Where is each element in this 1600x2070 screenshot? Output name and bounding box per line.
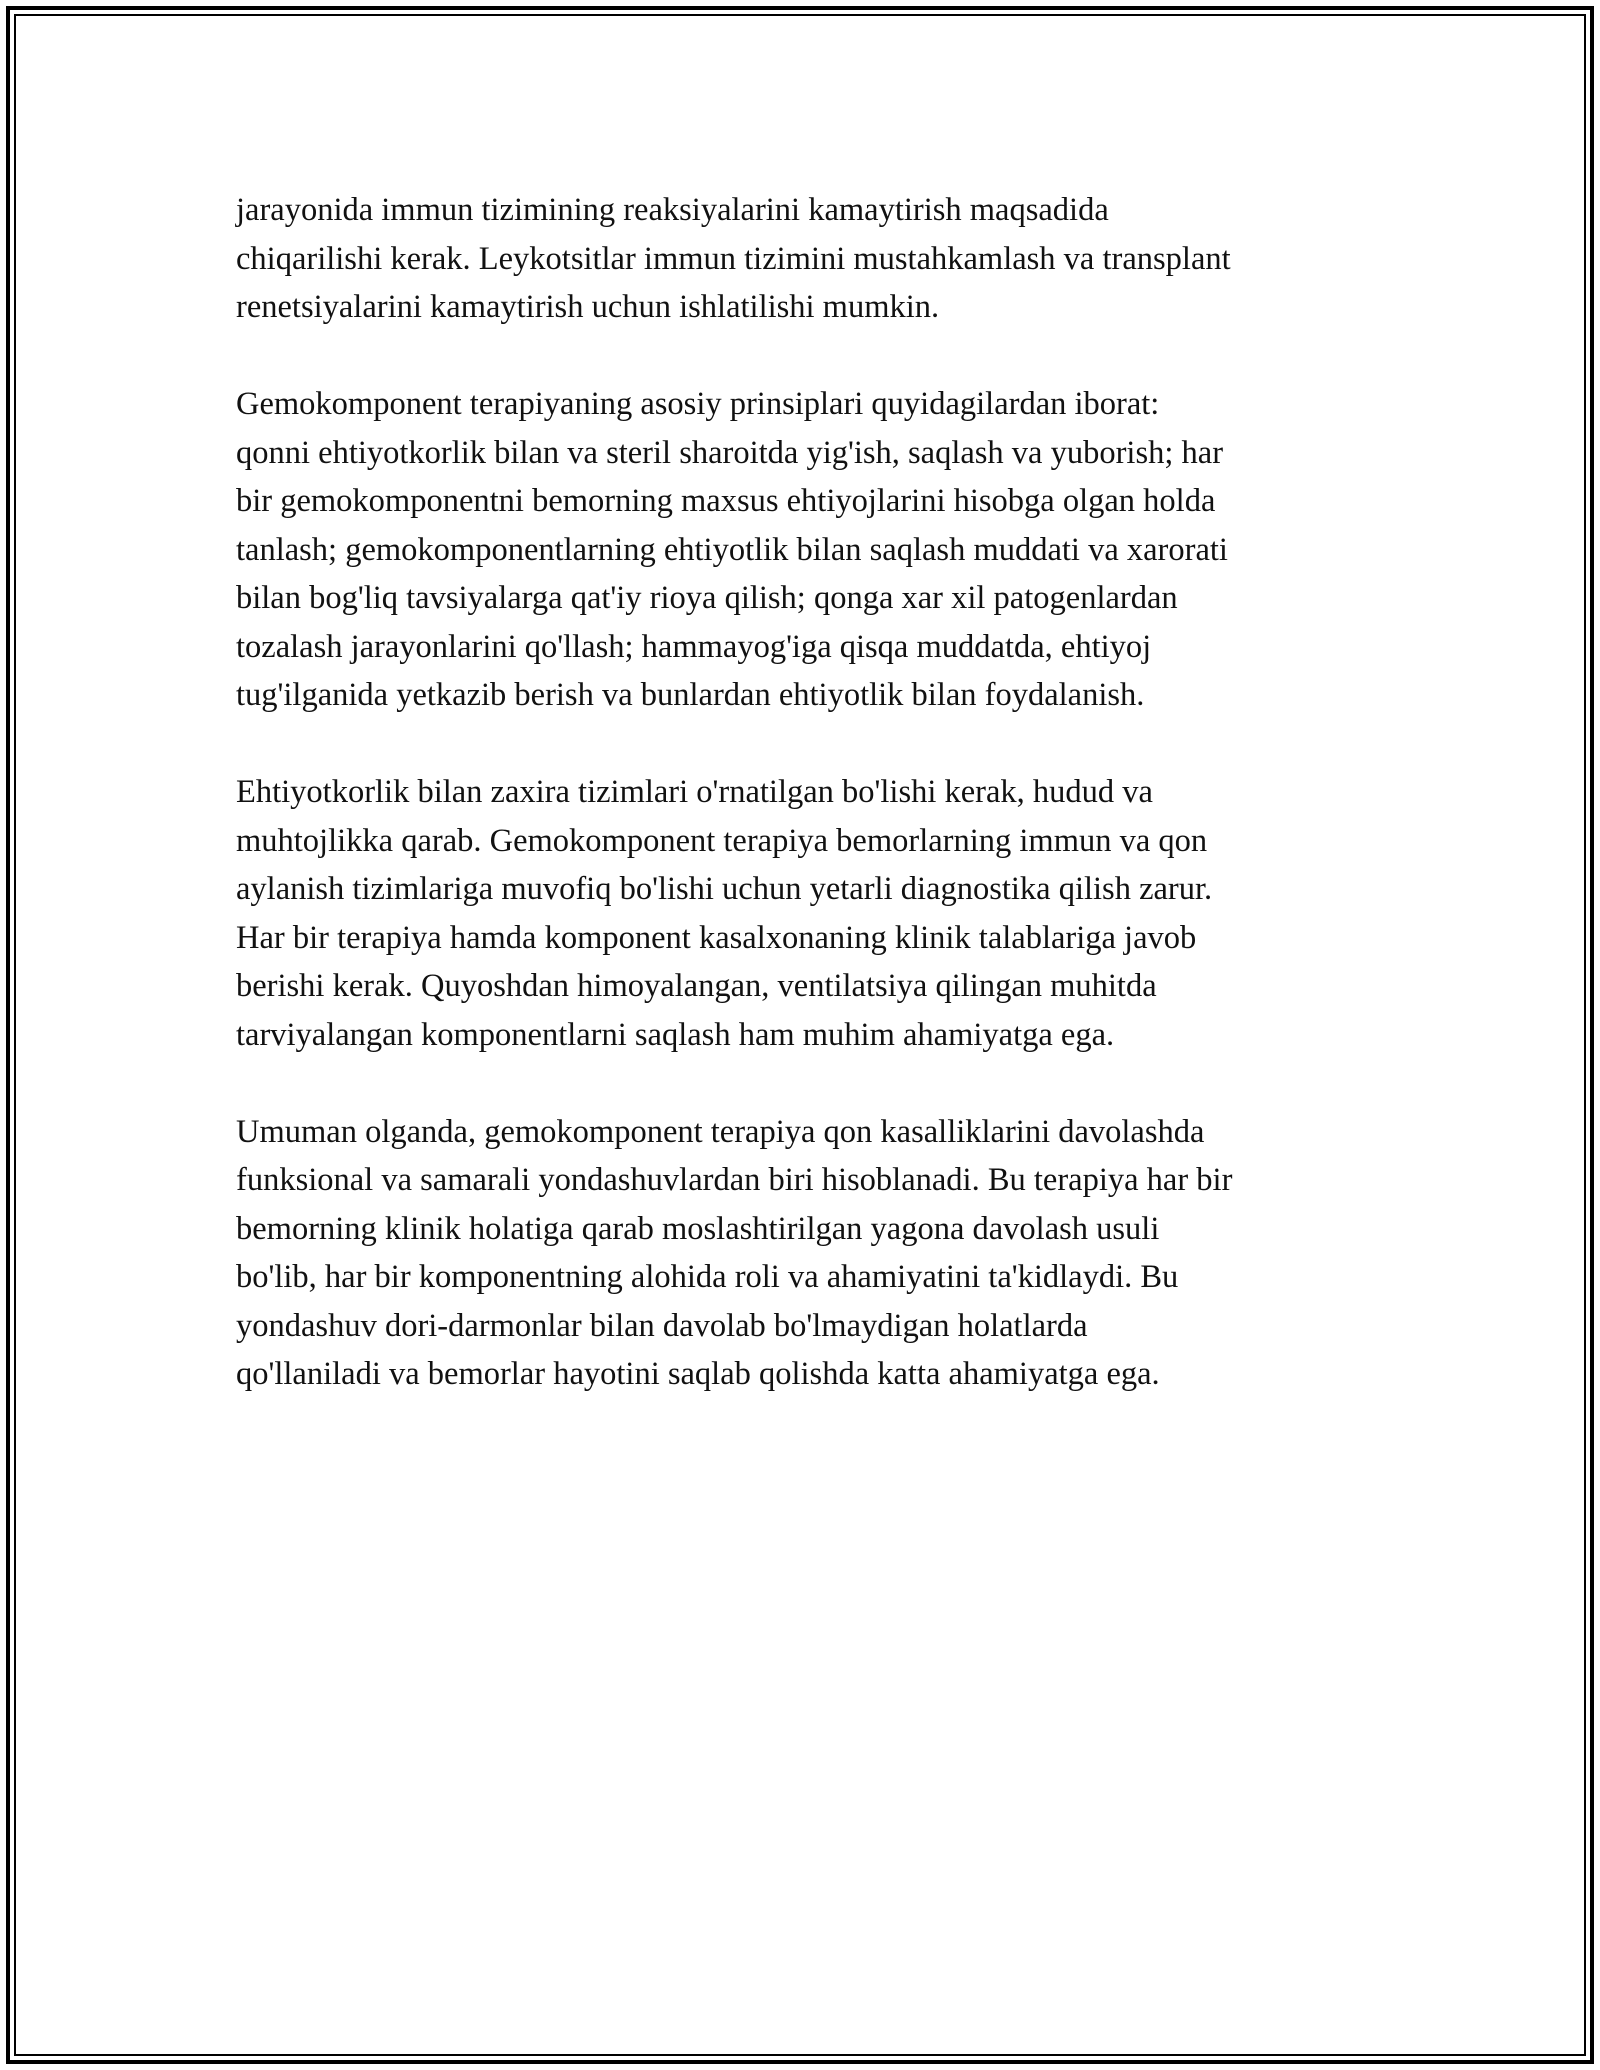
text-line: aylanish tizimlariga muvofiq bo'lishi uchun yetarli diagnostika qilish zarur. xyxy=(236,871,1213,907)
paragraph-3 xyxy=(236,768,1376,1059)
text-line: qonni ehtiyotkorlik bilan va steril sharoitda yig'ish, saqlash va yuborish; har xyxy=(236,434,1224,471)
document-body xyxy=(236,186,1376,1447)
text-line: qo'llaniladi va bemorlar hayotini saqlab qolishda katta ahamiyatga ega. xyxy=(236,1356,1160,1392)
text-line: bir gemokomponentni bemorning maxsus ehtiyojlarini hisobga olgan holda xyxy=(236,483,1216,519)
text-line: jarayonida immun tizimining reaksiyalarini kamaytirish maqsadida xyxy=(236,192,1109,228)
text-line: bilan bog'liq tavsiyalarga qat'iy rioya qilish; qonga xar xil patogenlardan xyxy=(236,580,1178,616)
text-line: yondashuv dori-darmonlar bilan davolab bo'lmaydigan holatlarda xyxy=(236,1307,1088,1344)
paragraph-1 xyxy=(236,186,1376,332)
text-line: bo'lib, har bir komponentning alohida roli va ahamiyatini ta'kidlaydi. Bu xyxy=(236,1259,1179,1295)
text-line: tug'ilganida yetkazib berish va bunlardan ehtiyotlik bilan foydalanish. xyxy=(236,677,1145,713)
text-line: Ehtiyotkorlik bilan zaxira tizimlari o'rnatilgan bo'lishi kerak, hudud va xyxy=(236,774,1153,810)
text-line: Umuman olganda, gemokomponent terapiya qon kasalliklarini davolashda xyxy=(236,1113,1205,1150)
paragraph-2 xyxy=(236,380,1376,720)
text-line: muhtojlikka qarab. Gemokomponent terapiya bemorlarning immun va qon xyxy=(236,822,1208,859)
text-line: Har bir terapiya hamda komponent kasalxonaning klinik talablariga javob xyxy=(236,919,1197,956)
text-line: renetsiyalarini kamaytirish uchun ishlatilishi mumkin. xyxy=(236,289,940,325)
text-line: tanlash; gemokomponentlarning ehtiyotlik bilan saqlash muddati va xarorati xyxy=(236,531,1228,568)
text-line: chiqarilishi kerak. Leykotsitlar immun tizimini mustahkamlash va transplant xyxy=(236,240,1231,277)
text-line: bemorning klinik holatiga qarab moslashtirilgan yagona davolash usuli xyxy=(236,1210,1160,1247)
text-line: berishi kerak. Quyoshdan himoyalangan, ventilatsiya qilingan muhitda xyxy=(236,968,1157,1004)
text-line: funksional va samarali yondashuvlardan biri hisoblanadi. Bu terapiya har bir xyxy=(236,1162,1233,1198)
text-line: tarviyalangan komponentlarni saqlash ham muhim ahamiyatga ega. xyxy=(236,1016,1115,1053)
paragraph-4 xyxy=(236,1108,1376,1399)
text-line: Gemokomponent terapiyaning asosiy prinsiplari quyidagilardan iborat: xyxy=(236,386,1160,422)
text-line: tozalash jarayonlarini qo'llash; hammayog'iga qisqa muddatda, ehtiyoj xyxy=(236,628,1152,665)
